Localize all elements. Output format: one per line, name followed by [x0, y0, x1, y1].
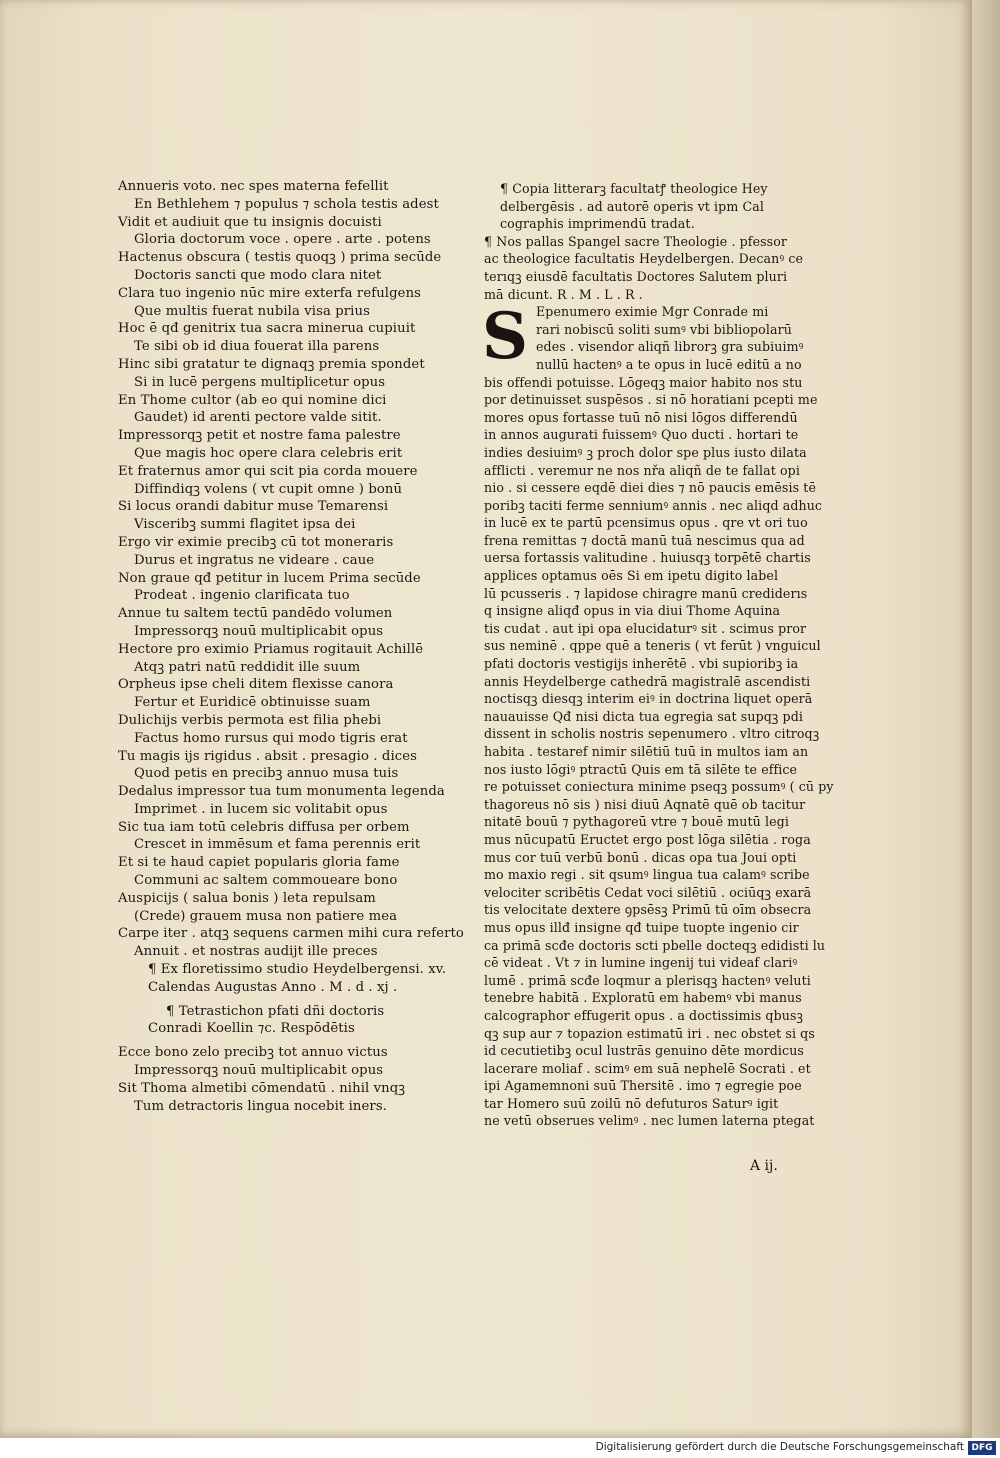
verse-line: Ergo vir eximie precibꝫ cū tot moneraris: [118, 534, 394, 550]
verse-line: Dulichijs verbis permota est filia phebi: [118, 712, 382, 728]
letter-line: in annos augurati fuissemꝰ Quo ducti . hortari te: [484, 427, 799, 443]
letter-line: thagoreus nō sis ) nisi diuū Aqnatē quē ob tacitur: [484, 796, 806, 812]
verse-line: Impressorqꝫ petit et nostre fama palestre: [118, 428, 401, 444]
verse-line: Prodeat . ingenio clarificata tuo: [134, 588, 350, 604]
signature-mark: A ij.: [750, 1158, 778, 1174]
verse-line: Auspicijs ( salua bonis ) leta repulsam: [118, 890, 376, 906]
verse-line: Conradi Koellin ⁊c. Respōdētis: [148, 1021, 355, 1037]
verse-line: Hinc sibi gratatur te dignaqꝫ premia spondet: [118, 356, 425, 372]
letter-line: afflicti . veremur ne nos nřa aliqñ de te fallat opi: [484, 462, 800, 478]
letter-line: habita . testaref nimir silētiū tuū in multos iam an: [484, 744, 809, 759]
letter-line: calcographor effugerit opus . a doctissimis qbusꝫ: [484, 1007, 804, 1023]
letter-line: velociter scribētis Cedat voci silētiū . ociūqꝫ exarā: [484, 884, 812, 900]
letter-line: qꝫ sup aur ⁊ topazion estimatū iri . nec obstet si qs: [484, 1025, 815, 1041]
verse-line: En Thome cultor (ab eo qui nomine dici: [118, 392, 387, 408]
page-edge: [972, 0, 1000, 1438]
letter-line: annis Heydelberge cathedrā magistralē ascendisti: [484, 673, 811, 689]
verse-line: ¶ Tetrastichon pfati dñi doctoris: [166, 1003, 385, 1019]
verse-line: Ecce bono zelo precibꝫ tot annuo victus: [118, 1045, 388, 1061]
letter-line: id cecutietibꝫ ocul lustrās genuino dēte mordicus: [484, 1043, 804, 1059]
letter-line: edes . visendor aliqñ librorꝫ gra subiuimꝰ: [536, 339, 804, 355]
verse-line: Factus homo rursus qui modo tigris erat: [134, 730, 408, 746]
heading-line: mā dicunt. R . M . L . R .: [484, 286, 643, 302]
verse-line: Tum detractoris lingua nocebit iners.: [134, 1098, 387, 1114]
letter-line: Epenumero eximie Mgr Conrade mi: [536, 304, 769, 320]
initial-block: [481, 299, 824, 375]
letter-line: re potuisset coniectura minime pseqꝫ possumꝰ ( cū py: [484, 779, 834, 795]
heading-line: cographis imprimendū tradat.: [500, 216, 695, 232]
letter-line: q insigne aliqđ opus in via diui Thome Aquina: [484, 603, 781, 619]
verse-line: Si locus orandi dabitur muse Temarensi: [118, 499, 389, 515]
verse-line: Dedalus impressor tua tum monumenta legenda: [118, 784, 445, 800]
verse-line: Tu magis ijs rigidus . absit . presagio . dices: [118, 748, 418, 764]
letter-line: in lucē ex te partū pcensimus opus . qre vt ori tuo: [484, 515, 808, 531]
verse-line: Si in lucē pergens multiplicetur opus: [134, 374, 386, 390]
letter-line: tar Homero suū zoilū nō defuturos Saturꝰ igit: [484, 1095, 779, 1111]
verse-line: Hoc ē qđ genitrix tua sacra minerua cupiuit: [118, 321, 416, 337]
verse-line: Annue tu saltem tectū pandēdo volumen: [118, 606, 393, 622]
verse-line: Gloria doctorum voce . opere . arte . potens: [134, 232, 431, 248]
verse-line: Que magis hoc opere clara celebris erit: [134, 445, 403, 461]
letter-line: mo maxio regi . sit qsumꝰ lingua tua calamꝰ scribe: [484, 867, 810, 883]
dfg-logo: DFG: [968, 1441, 996, 1455]
letter-line: indies desiuimꝰ ꝫ proch dolor spe plus iusto dilata: [484, 444, 807, 460]
letter-line: ne vetū obserues velimꝰ . nec lumen laterna ptegat: [484, 1113, 815, 1129]
verse-line: Vidit et audiuit que tu insignis docuisti: [118, 214, 382, 230]
verse-line: Doctoris sancti que modo clara nitet: [134, 267, 382, 283]
letter-line: mus opus illđ insigne qđ tuipe tuopte ingenio cir: [484, 919, 799, 935]
letter-line: ipi Agamemnoni suū Thersitē . imo ⁊ egregie poe: [484, 1078, 802, 1094]
letter-line: nullū hactenꝰ a te opus in lucē editū a no: [536, 356, 802, 372]
verse-line: Crescet in immēsum et fama perennis erit: [134, 837, 421, 853]
letter-line: por detinuisset suspēsos . si nō horatiani pcepti me: [484, 392, 818, 408]
letter-line: lacerare moliaf . scimꝰ em suā nephelē Socrati . et: [484, 1060, 811, 1076]
verse-line: Diffindiqꝫ volens ( vt cupit omne ) bonū: [134, 481, 403, 497]
letter-line: tis velocitate dextere ꝯpsēsꝫ Primū tū oīm obsecra: [484, 902, 812, 918]
verse-line: ¶ Ex floretissimo studio Heydelbergensi. xv.: [148, 962, 447, 978]
footer-credit: Digitalisierung gefördert durch die Deutsche Forschungsgemeinschaft: [595, 1441, 964, 1453]
verse-line: Et fraternus amor qui scit pia corda mouere: [118, 463, 418, 479]
letter-line: nauauisse Qđ nisi dicta tua egregia sat supqꝫ pdi: [484, 708, 803, 724]
letter-line: applices optamus oēs Si em ipetu digito label: [484, 568, 779, 584]
verse-line: Fertur et Euridicē obtinuisse suam: [134, 695, 371, 711]
letter-line: mus cor tuū verbū bonū . dicas opa tua Joui opti: [484, 849, 797, 865]
heading-line: ac theologice facultatis Heydelbergen. Decanꝰ ce: [484, 251, 804, 267]
verse-line: (Crede) grauem musa non patiere mea: [134, 908, 398, 924]
verse-line: Sit Thoma almetibi cōmendatū . nihil vnqꝫ: [118, 1080, 406, 1096]
letter-line: mus nūcupatū Eructet ergo post lōga silētia . roga: [484, 831, 811, 847]
verse-line: Annuit . et nostras audijt ille preces: [134, 944, 378, 960]
letter-line: lū pcusseris . ⁊ lapidose chiragre manū crediderıs: [484, 585, 808, 601]
verse-line: Impressorqꝫ nouū multiplicabit opus: [134, 1063, 384, 1079]
verse-line: Atqꝫ patri natū reddidit ille suum: [134, 659, 361, 675]
letter-line: tis cudat . aut ipi opa elucidaturꝰ sit . scimus pror: [484, 620, 807, 636]
verse-line: Que multis fuerat nubila visa prius: [134, 303, 370, 319]
verse-line: Imprimet . in lucem sic volitabit opus: [134, 801, 388, 817]
letter-line: pfati doctoris vestigijs inherētē . vbi supioribꝫ ia: [484, 656, 799, 672]
letter-line: lumē . primā scđe loqmur a plerisqꝫ hactenꝰ veluti: [484, 972, 811, 988]
verse-line: Annueris voto. nec spes materna fefellit: [118, 179, 389, 194]
heading-line: terıqꝫ eiusdē facultatis Doctores Salutem pluri: [484, 268, 788, 284]
verse-line: Orpheus ipse cheli ditem flexisse canora: [118, 677, 394, 693]
verse-line: Hectore pro eximio Priamus rogitauit Achillē: [118, 641, 424, 657]
verse-line: Hactenus obscura ( testis quoqꝫ ) prima secūde: [118, 250, 442, 266]
right-column-letter: [481, 180, 834, 1130]
verse-line: Visceribꝫ summi flagitet ipsa dei: [134, 517, 356, 533]
verse-line: Communi ac saltem commoueare bono: [134, 873, 398, 889]
verse-line: Et si te haud capiet popularis gloria fame: [118, 855, 400, 871]
letter-line: poribꝫ taciti ferme senniumꝰ annis . nec aliqd adhuc: [484, 497, 823, 513]
letter-line: uersa fortassis valitudine . huiusqꝫ torpētē chartis: [484, 550, 811, 566]
letter-line: dissent in scholis nostris sepenumero . vltro citroqꝫ: [484, 726, 820, 742]
verse-line: Quod petis en precibꝫ annuo musa tuis: [134, 766, 399, 782]
letter-line: nitatē bouū ⁊ pythagoreū vtre ⁊ bouē mutū legi: [484, 814, 789, 830]
heading-line: delbergēsis . ad autorē operis vt ipm Cal: [500, 198, 764, 214]
letter-line: mores opus fortasse tuū nō nisi lōgos differendū: [484, 409, 798, 425]
letter-line: frena remittas ⁊ doctā manū tuā nescimus qua ad: [484, 532, 805, 548]
verse-line: Clara tuo ingenio nūc mire exterfa refulgens: [118, 285, 422, 301]
heading-line: ¶ Copia litterarꝫ facultatꝭ theologice Hey: [500, 181, 768, 196]
decorated-initial: S: [481, 299, 529, 375]
letter-heading: [484, 180, 824, 303]
letter-line: rari nobiscū soliti sumꝰ vbi bibliopolarū: [536, 321, 792, 337]
verse-line: En Bethlehem ⁊ populus ⁊ schola testis adest: [134, 196, 439, 212]
verse-line: Non graue qđ petitur in lucem Prima secūde: [118, 570, 421, 586]
verse-line: Te sibi ob id diua fouerat illa parens: [134, 339, 380, 355]
letter-line: noctisqꝫ diesqꝫ interim eiꝰ in doctrina liquet operā: [484, 691, 813, 707]
left-column-verses: [118, 178, 463, 1115]
letter-line: ca primā scđe doctoris scti pbelle docteqꝫ edidisti lu: [484, 937, 826, 953]
letter-line: cē videat . Vt ⁊ in lumine ingenij tui videaf clariꝰ: [484, 955, 798, 971]
heading-line: ¶ Nos pallas Spangel sacre Theologie . pfessor: [484, 233, 788, 249]
verse-line: Durus et ingratus ne videare . caue: [134, 552, 375, 568]
verse-line: Impressorqꝫ nouū multiplicabit opus: [134, 623, 384, 639]
verse-line: Calendas Augustas Anno . M . d . xj .: [148, 979, 398, 995]
letter-line: nio . si cessere eqdē diei dies ⁊ nō paucis emēsis tē: [484, 480, 817, 496]
initial-lines: [484, 303, 824, 373]
letter-line: nos iusto lōgiꝰ ptractū Quis em tā silēte te effice: [484, 761, 798, 777]
letter-body: [484, 374, 834, 1131]
letter-line: sus neminē . qppe quē a teneris ( vt ferūt ) vnguicul: [484, 638, 821, 654]
letter-line: tenebre habitā . Exploratū em habemꝰ vbi manus: [484, 990, 802, 1006]
verse-line: Sic tua iam totū celebris diffusa per orbem: [118, 819, 410, 835]
verse-line: Gaudet) id arenti pectore valde sitit.: [134, 410, 382, 426]
verse-line: Carpe iter . atqꝫ sequens carmen mihi cura referto: [118, 926, 464, 942]
letter-line: bis offendi potuisse. Lōgeqꝫ maior habito nos stu: [484, 374, 803, 390]
